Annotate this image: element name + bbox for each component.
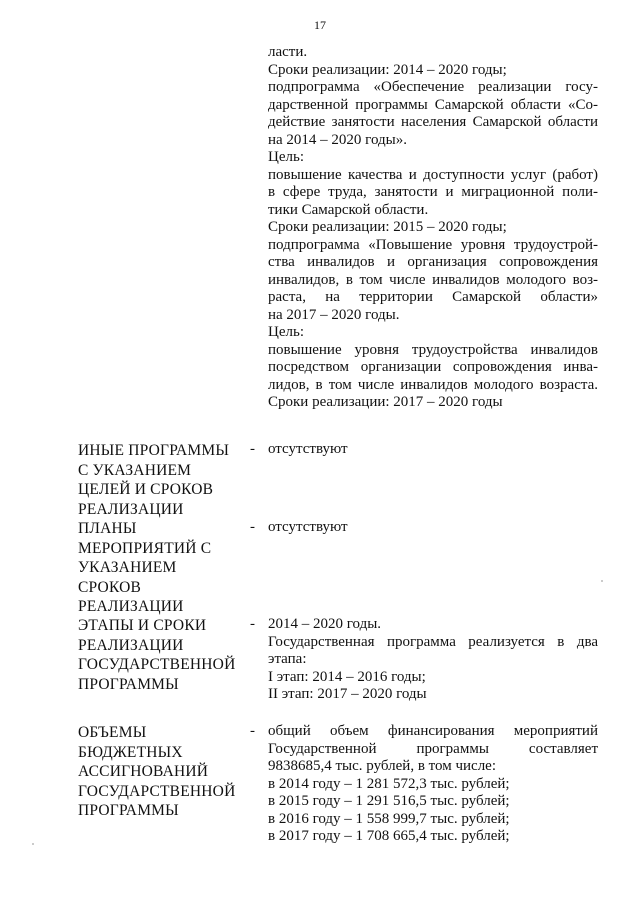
continuation-text (268, 44, 598, 412)
section-dash: - (250, 723, 255, 739)
section-content (268, 519, 598, 537)
section-dash: - (250, 616, 255, 632)
text-line: в сфере труда, занятости и миграционной поли- (268, 184, 598, 200)
text-line: Сроки реализации: 2015 – 2020 годы; (268, 219, 507, 235)
label-line: МЕРОПРИЯТИЙ С (78, 539, 212, 557)
text-line: 2014 – 2020 годы. (268, 616, 382, 632)
label-line: РЕАЛИЗАЦИИ (78, 636, 184, 654)
text-line: Сроки реализации: 2017 – 2020 годы (268, 394, 503, 410)
section-label (78, 519, 248, 617)
label-line: ГОСУДАРСТВЕННОЙ (78, 782, 236, 800)
label-line: РЕАЛИЗАЦИИ (78, 598, 184, 615)
text-line: 9838685,4 тыс. рублей, в том числе: (268, 758, 497, 774)
label-line: БЮДЖЕТНЫХ (78, 743, 183, 761)
text-line: действие занятости населения Самарской области (268, 114, 598, 130)
text-line: Государственная программа реализуется в два (268, 633, 598, 650)
text-line: ства инвалидов и организация сопровождения (268, 254, 598, 270)
text-line: повышение качества и доступности услуг (работ) (268, 166, 598, 183)
label-line: ПЛАНЫ (78, 520, 137, 537)
label-line: АССИГНОВАНИЙ (78, 763, 209, 780)
text-line: лидов, в том числе инвалидов молодого возраста. (268, 376, 598, 393)
section-content (268, 441, 598, 459)
text-line: Цель: (268, 149, 304, 165)
section-content (268, 723, 598, 846)
text-line: Цель: (268, 324, 304, 340)
text-line: в 2014 году – 1 281 572,3 тыс. рублей; (268, 775, 510, 792)
text-line: в 2016 году – 1 558 999,7 тыс. рублей; (268, 810, 510, 827)
section-label (78, 723, 248, 821)
text-line: I этап: 2014 – 2016 годы; (268, 668, 426, 685)
label-line: СРОКОВ (78, 578, 142, 596)
text-line: раста, на территории Самарской области» (268, 289, 598, 305)
text-line: Государственной программы составляет (268, 740, 598, 757)
text-line: подпрограмма «Обеспечение реализации госу- (268, 79, 598, 95)
label-line: ЭТАПЫ И СРОКИ (78, 617, 207, 634)
text-line: II этап: 2017 – 2020 годы (268, 686, 427, 702)
label-line: ПРОГРАММЫ (78, 675, 179, 693)
text-line: в 2015 году – 1 291 516,5 тыс. рублей; (268, 793, 510, 809)
section-content (268, 616, 598, 704)
text-line: на 2014 – 2020 годы». (268, 131, 407, 148)
label-line: РЕАЛИЗАЦИИ (78, 500, 184, 518)
text-line: отсутствуют (268, 519, 348, 535)
text-line: общий объем финансирования мероприятий (268, 723, 598, 739)
section-label (78, 441, 248, 519)
text-line: на 2017 – 2020 годы. (268, 306, 400, 323)
text-line: повышение уровня трудоустройства инвалидов (268, 341, 598, 358)
section-dash: - (250, 519, 255, 535)
text-line: инвалидов, в том числе инвалидов молодого воз- (268, 271, 598, 288)
section-dash: - (250, 441, 255, 457)
text-line: этапа: (268, 651, 307, 667)
scan-speck (32, 843, 34, 845)
text-line: посредством организации сопровождения инва- (268, 359, 598, 375)
text-line: Сроки реализации: 2014 – 2020 годы; (268, 61, 507, 78)
text-line: тики Самарской области. (268, 201, 429, 218)
scan-speck (601, 580, 603, 582)
page-number: 17 (314, 18, 326, 32)
section-label (78, 616, 248, 694)
text-line: ласти. (268, 44, 308, 60)
text-line: отсутствуют (268, 441, 348, 457)
label-line: УКАЗАНИЕМ (78, 559, 177, 576)
text-line: дарственной программы Самарской области «Со- (268, 96, 598, 113)
label-line: С УКАЗАНИЕМ (78, 461, 192, 479)
text-line: в 2017 году – 1 708 665,4 тыс. рублей; (268, 828, 510, 844)
text-line: подпрограмма «Повышение уровня трудоустрой- (268, 236, 598, 253)
label-line: ЦЕЛЕЙ И СРОКОВ (78, 481, 214, 498)
label-line: ОБЪЕМЫ (78, 724, 147, 741)
label-line: ПРОГРАММЫ (78, 802, 179, 819)
label-line: ИНЫЕ ПРОГРАММЫ (78, 442, 230, 459)
label-line: ГОСУДАРСТВЕННОЙ (78, 656, 236, 673)
